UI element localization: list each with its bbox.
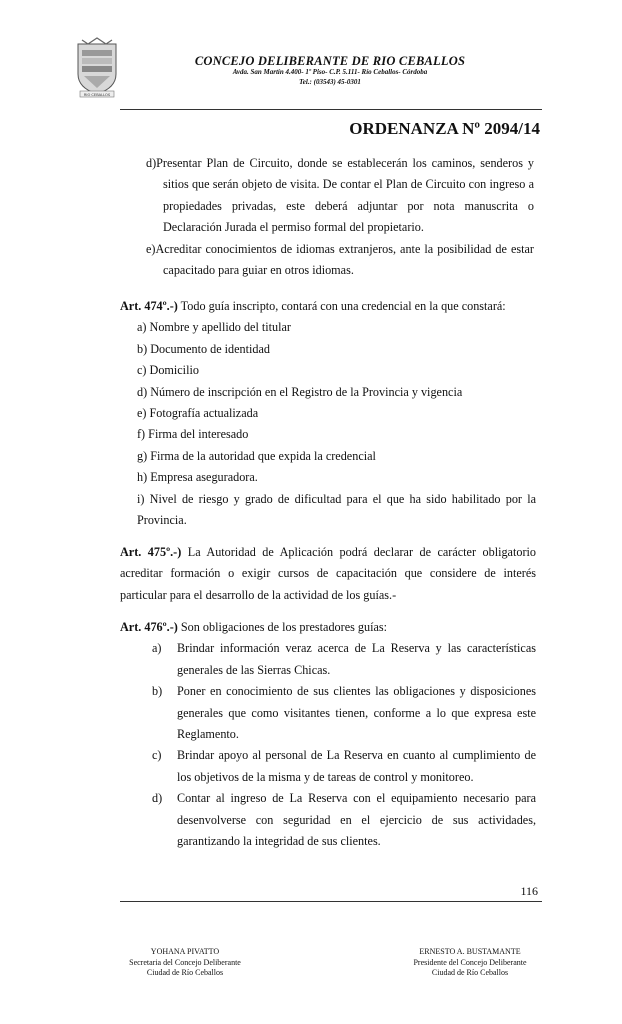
signature-left: [95, 947, 275, 979]
crest-caption: RIO CEBALLOS: [83, 93, 111, 97]
art-474-item: e) Fotografía actualizada: [137, 405, 259, 420]
art-475-line: La Autoridad de Aplicación podrá declarar de carácter obligatorio: [181, 545, 536, 559]
art-475-label: Art. 475º.-): [120, 545, 182, 559]
item-d-continuation: [163, 174, 534, 238]
art-476-item-d: Contar al ingreso de La Reserva con el equipamiento necesario para desenvolverse con seguridad en el ejercicio de sus actividades, garantizando la integridad de sus clientes.: [177, 791, 536, 848]
council-address: Avda. San Martín 4.400- 1º Piso- C.P. 5.111- Río Ceballos- Córdoba: [232, 68, 428, 76]
art-474-item: a) Nombre y apellido del titular: [137, 320, 291, 335]
art-476-letter: c): [152, 748, 162, 763]
art-474-list: [137, 317, 536, 531]
item-e-continuation: [163, 260, 534, 281]
council-name: CONCEJO DELIBERANTE DE RIO CEBALLOS: [194, 54, 466, 68]
signatory-name: ERNESTO A. BUSTAMANTE: [419, 947, 521, 956]
signatory-place: Ciudad de Río Ceballos: [431, 968, 509, 977]
art-475-paragraph: [120, 542, 536, 606]
art-474-item: f) Firma del interesado: [137, 427, 249, 442]
page-number: 116: [520, 884, 538, 898]
art-474-intro: Todo guía inscripto, contará con una credencial en la que constará:: [177, 299, 506, 313]
item-e-line: e)Acreditar conocimientos de idiomas extranjeros, ante la posibilidad de estar: [146, 241, 534, 256]
art-476-heading: [120, 617, 536, 638]
art-474-heading: [120, 296, 540, 317]
item-d-line: Declaración Jurada el permiso formal del propietario.: [163, 220, 424, 235]
art-476-intro: Son obligaciones de los prestadores guías:: [177, 620, 388, 634]
art-475-line: acreditar formación o exigir cursos de capacitación que considere de interés: [120, 566, 536, 581]
art-476-letter: d): [152, 791, 163, 806]
art-476-letter: b): [152, 684, 163, 699]
item-e-paragraph: [146, 239, 534, 260]
ordinance-title: ORDENANZA Nº 2094/14: [349, 119, 540, 138]
signatory-name: YOHANA PIVATTO: [150, 947, 220, 956]
item-d-line: propiedades privadas, este deberá adjuntar por nota manuscrita o: [163, 198, 534, 213]
item-d-line: d)Presentar Plan de Circuito, donde se establecerán los caminos, senderos y: [146, 156, 534, 170]
signatory-role: Secretaria del Concejo Deliberante: [129, 957, 241, 967]
art-474-label: Art. 474º.-): [120, 299, 178, 313]
art-474-item: h) Empresa aseguradora.: [137, 470, 258, 485]
art-474-item: d) Número de inscripción en el Registro de la Provincia y vigencia: [137, 384, 463, 399]
art-476-letter: a): [152, 641, 162, 656]
art-474-item: c) Domicilio: [137, 363, 199, 378]
coat-of-arms-logo: [74, 36, 120, 98]
signatory-place: Ciudad de Río Ceballos: [146, 968, 224, 977]
signatory-role: Presidente del Concejo Deliberante: [413, 957, 527, 967]
art-476-item-b: Poner en conocimiento de sus clientes las obligaciones y disposiciones generales que como visitantes tienen, conforme a lo que expresa este Reglamento.: [177, 684, 536, 741]
art-476-item-c: Brindar apoyo al personal de La Reserva en cuanto al cumplimiento de los objetivos de la misma y de tareas de control y monitoreo.: [177, 748, 536, 784]
footer-divider: [120, 901, 542, 902]
header-divider: [120, 109, 542, 110]
art-475-line: particular para el desarrollo de la actividad de los guías.-: [120, 587, 397, 602]
item-e-line: capacitado para guiar en otros idiomas.: [163, 263, 354, 277]
art-474-item: b) Documento de identidad: [137, 341, 271, 356]
council-phone: Tel.: (03543) 45-0301: [299, 78, 361, 86]
art-474-item: i) Nivel de riesgo y grado de dificultad para el que ha sido habilitado por la: [137, 491, 536, 506]
art-476-label: Art. 476º.-): [120, 620, 178, 634]
signature-right: [380, 947, 560, 979]
art-474-item: g) Firma de la autoridad que expida la credencial: [137, 448, 376, 463]
item-d-paragraph: [146, 153, 534, 174]
art-476-item-a: Brindar información veraz acerca de La Reserva y las características generales de las Sierras Chicas.: [177, 641, 536, 677]
art-474-item: Provincia.: [137, 512, 187, 527]
item-d-line: sitios que serán objeto de visita. De contar el Plan de Circuito con ingreso a: [163, 177, 534, 192]
